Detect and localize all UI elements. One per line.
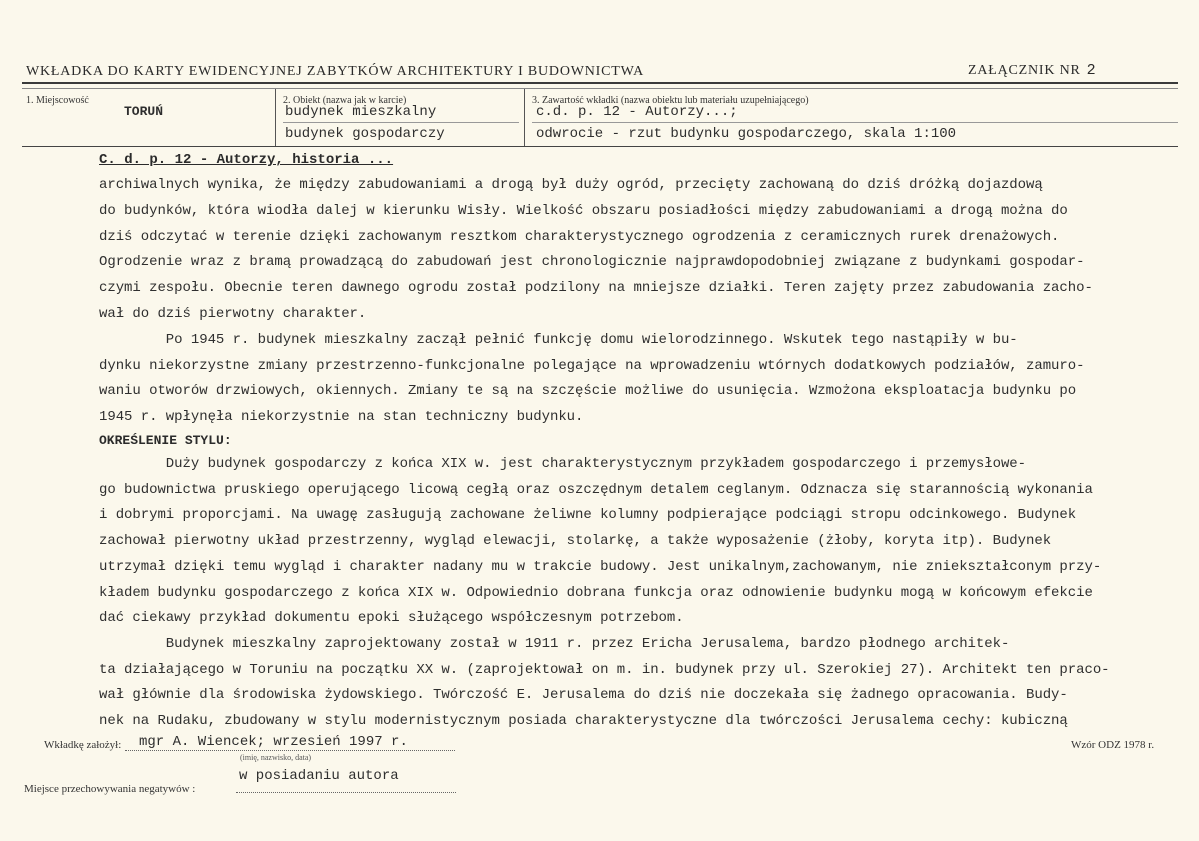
body-text-line: i dobrymi proporcjami. Na uwagę zasługują zachowane żeliwne kolumny podpierające podciągi stropu odcinkowego. Budynek — [99, 507, 1077, 524]
body-text-line: archiwalnych wynika, że między zabudowaniami a drogą był duży ogród, przecięty zachowaną do dziś dróżką dojazdową — [99, 177, 1043, 193]
annex-number: 2 — [1086, 62, 1097, 79]
body-text-line: utrzymał dzięki temu wygląd i charakter nadany mu w trakcie budowy. Jest unikalnym,zachowanym, nie zniekształconym przy- — [99, 558, 1102, 575]
author-value: mgr A. Wiencek; wrzesień 1997 r. — [139, 734, 408, 750]
annex-label — [968, 62, 1096, 79]
body-text-line: zachował pierwotny układ przestrzenny, wygląd elewacji, stolarkę, a także wyposażenie (żłoby, koryta itp). Budynek — [99, 533, 1052, 550]
author-dotted-line — [125, 750, 455, 751]
body-text-line: dziś odczytać w terenie dzięki zachowanym resztkom charakterystycznego ogrodzenia z ceramicznych rurek drenażowych. — [99, 228, 1060, 245]
object-line-2: budynek gospodarczy — [285, 126, 445, 142]
object-underline — [283, 122, 519, 123]
contents-label: 3. Zawartość wkładki (nazwa obiektu lub materiału uzupełniającego) — [532, 95, 809, 106]
contents-line-2: odwrocie - rzut budynku gospodarczego, skala 1:100 — [536, 126, 957, 142]
body-text-line: Budynek mieszkalny zaprojektowany został w 1911 r. przez Ericha Jerusalema, bardzo płodnego architek- — [99, 635, 1010, 652]
storage-value: w posiadaniu autora — [239, 768, 399, 784]
header-rule-bottom — [22, 88, 1178, 89]
storage-dotted-line — [236, 792, 456, 793]
template-model: Wzór ODZ 1978 r. — [1071, 739, 1155, 751]
body-text-line: dać ciekawy przykład dokumentu epoki służącego współczesnym potrzebom. — [99, 610, 684, 627]
body-text-line: Ogrodzenie wraz z bramą prowadzącą do zabudowań jest chronologicznie najprawdopodobniej związane z budynkami gospodar- — [99, 254, 1085, 271]
annex-label-text: ZAŁĄCZNIK NR — [968, 63, 1081, 78]
contents-underline — [532, 122, 1178, 123]
body-text-line: ta działającego w Toruniu na początku XX w. (zaprojektował on m. in. budynek przy ul. Szerokiej 27). Architekt ten praco- — [99, 661, 1110, 678]
body-text-line: do budynków, która wiodła dalej w kierunku Wisły. Wielkość obszaru posiadłości między zabudowaniami a drogą można do — [99, 202, 1068, 219]
body-text-line: wał do dziś pierwotny charakter. — [99, 306, 367, 322]
body-text-line: kładem budynku gospodarczego z końca XIX w. Odpowiednio dobrana funkcja oraz odnowienie budynku mogą w końcowym efekcie — [99, 584, 1093, 601]
field-divider-2 — [524, 89, 525, 146]
location-label: 1. Miejscowość — [26, 95, 89, 106]
body-text-line: wał głównie dla środowiska żydowskiego. Twórczość E. Jerusalema do dziś nie doczekała się żadnego opracowania. Budy- — [99, 687, 1068, 704]
storage-label: Miejsce przechowywania negatywów : — [24, 783, 196, 795]
style-heading: OKREŚLENIE STYLU: — [99, 433, 232, 448]
contents-line-1: c.d. p. 12 - Autorzy...; — [536, 104, 738, 120]
body-text-line: Duży budynek gospodarczy z końca XIX w. jest charakterystycznym przykładem gospodarczego i przemysłowe- — [99, 456, 1027, 472]
continuation-heading: C. d. p. 12 - Autorzy, historia ... — [99, 152, 394, 168]
object-label: 2. Obiekt (nazwa jak w karcie) — [283, 95, 407, 106]
body-text-line: 1945 r. wpłynęła niekorzystnie na stan techniczny budynku. — [99, 409, 584, 426]
fields-bottom-rule — [22, 146, 1178, 147]
field-divider-1 — [275, 89, 276, 146]
card-title: WKŁADKA DO KARTY EWIDENCYJNEJ ZABYTKÓW ARCHITEKTURY I BUDOWNICTWA — [26, 64, 644, 79]
author-label: Wkładkę założył: — [44, 739, 122, 751]
body-text-line: dynku niekorzystne zmiany przestrzenno-funkcjonalne polegające na wprowadzeniu wtórnych dodatkowych podziałów, zamuro- — [99, 357, 1085, 374]
location-value: TORUŃ — [124, 104, 164, 119]
body-text-line: Po 1945 r. budynek mieszkalny zaczął pełnić funkcję domu wielorodzinnego. Wskutek tego nastąpiły w bu- — [99, 331, 1018, 348]
object-line-1: budynek mieszkalny — [285, 104, 437, 120]
body-text-line: czymi zespołu. Obecnie teren dawnego ogrodu został podzilony na mniejsze działki. Teren zajęty przez zabudowania zacho- — [99, 280, 1093, 297]
author-sub-caption: (imię, nazwisko, data) — [240, 753, 312, 762]
header-rule-top — [22, 82, 1178, 84]
body-text-line: go budownictwa pruskiego operującego licową cegłą oraz oszczędnym detalem ceglanym. Odznacza się starannością wykonania — [99, 481, 1093, 498]
body-text-line: waniu otworów drzwiowych, okiennych. Zmiany te są na szczęście możliwe do usunięcia. Wzmożona eksploatacja budynku po — [99, 383, 1077, 400]
body-text-line: nek na Rudaku, zbudowany w stylu modernistycznym posiada charakterystyczne dla twórczości Jerusalema cechy: kubiczną — [99, 713, 1068, 729]
